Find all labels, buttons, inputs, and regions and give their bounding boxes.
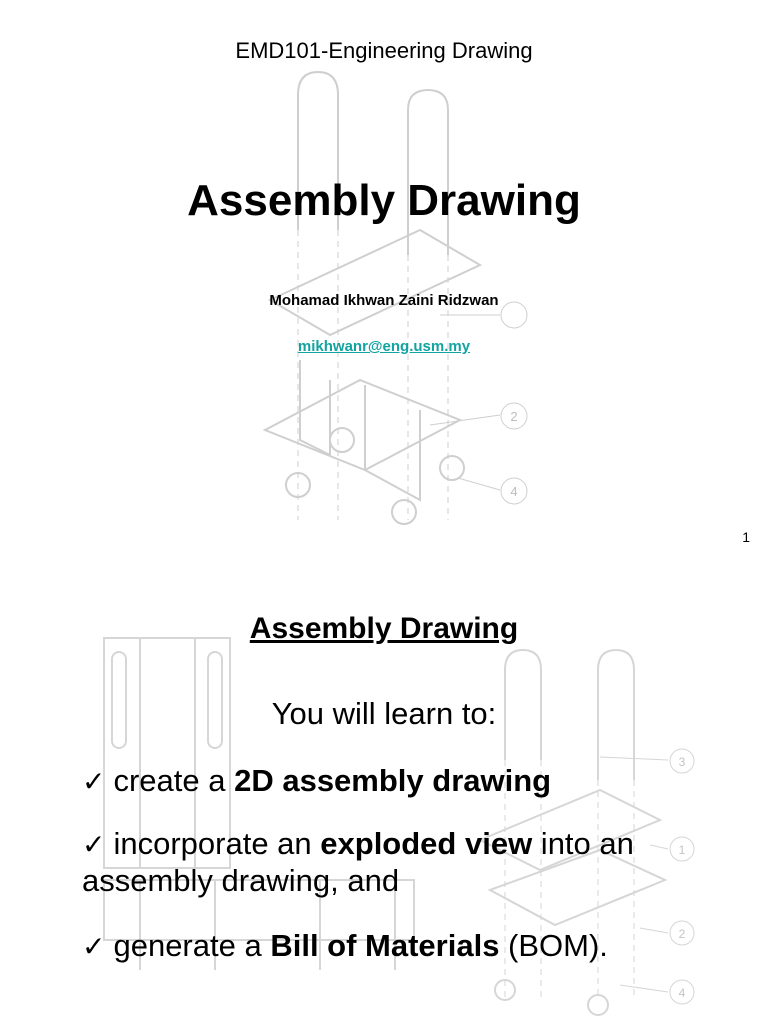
learning-objective-item	[82, 826, 722, 899]
learning-objective-item	[82, 928, 722, 965]
slide-title: Assembly Drawing	[187, 176, 581, 225]
slide-2	[0, 560, 768, 1024]
nut	[392, 500, 416, 524]
checkmark-icon: ✓	[82, 766, 106, 797]
checkmark-icon: ✓	[82, 931, 106, 962]
objective-emphasis: 2D assembly drawing	[234, 763, 552, 798]
bracket-web-right	[365, 385, 420, 500]
author-name: Mohamad Ikhwan Zaini Ridzwan	[269, 292, 499, 309]
learning-objective-item	[82, 763, 722, 800]
callout-label: 1	[678, 843, 686, 857]
page-number: 1	[742, 529, 750, 545]
learning-intro: You will learn to:	[271, 696, 497, 731]
slide-title: Assembly Drawing	[249, 612, 519, 645]
callout-label: 3	[678, 755, 686, 769]
nut	[330, 428, 354, 452]
objective-emphasis: exploded view	[320, 826, 533, 861]
objective-text: generate a	[113, 928, 271, 963]
objective-text: create a	[113, 763, 235, 798]
checkmark-icon: ✓	[82, 829, 106, 860]
author-email-link[interactable]: mikhwanr@eng.usm.my	[297, 338, 471, 355]
nut	[440, 456, 464, 480]
objective-text: (BOM).	[499, 928, 608, 963]
callout-label: 2	[678, 927, 686, 941]
objective-emphasis: Bill of Materials	[270, 928, 500, 963]
objective-text: into an assembly drawing, and	[82, 826, 634, 898]
callout-label: 2	[510, 409, 518, 424]
course-header: EMD101-Engineering Drawing	[235, 38, 533, 63]
bracket-web-left	[300, 360, 330, 455]
callout-label: 4	[678, 986, 686, 1000]
nut	[588, 995, 608, 1015]
callout-label: 4	[510, 484, 518, 499]
u-bolt-right	[408, 90, 448, 255]
objective-text: incorporate an	[113, 826, 321, 861]
